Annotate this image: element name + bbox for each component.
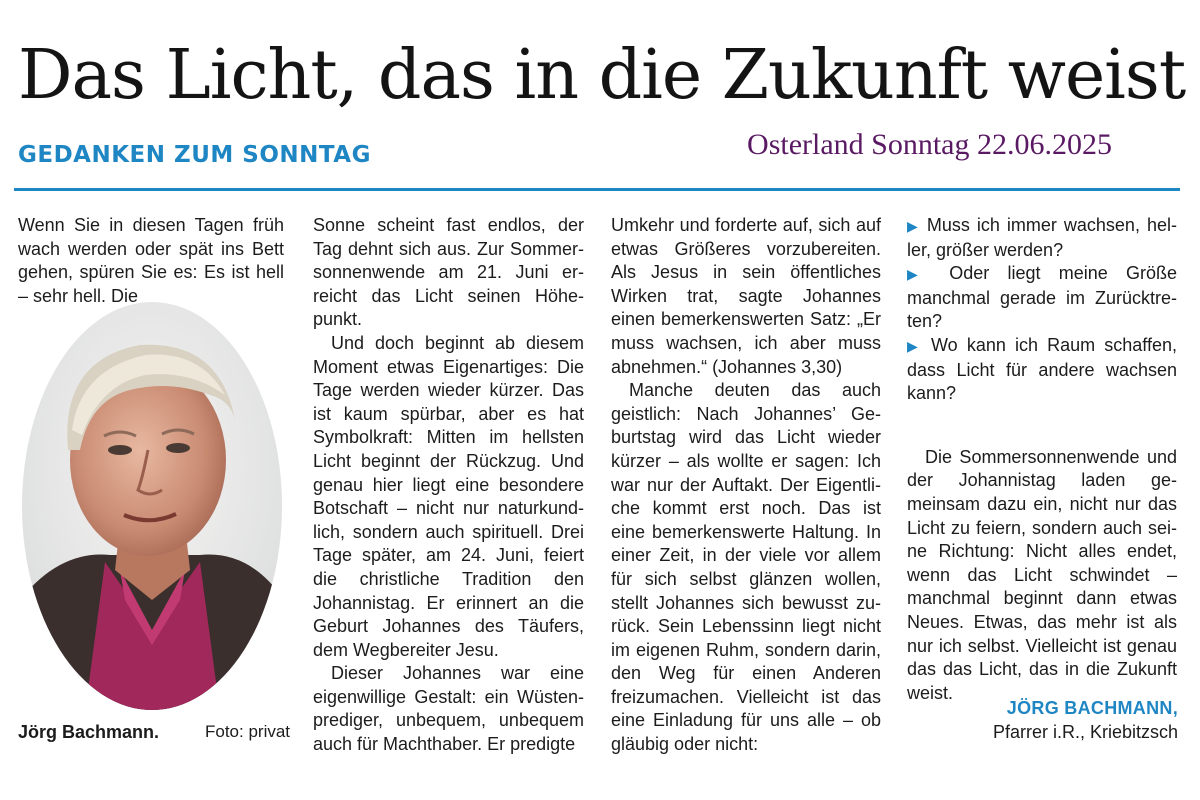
triangle-right-icon: ▶ <box>907 337 922 354</box>
question-text: Wo kann ich Raum schaffen, dass Licht für andere wachsen kann? <box>907 334 1177 404</box>
question-item <box>907 262 1177 334</box>
author-name: JÖRG BACHMANN, <box>1006 698 1178 718</box>
photo-caption-name: Jörg Bachmann. <box>18 722 160 742</box>
question-text: Muss ich immer wachsen, heller, größer werden? <box>907 215 1177 260</box>
column-4 <box>907 214 1177 705</box>
paragraph: Wenn Sie in diesen Tagen früh wach werden oder spät ins Bett gehen, spüren Sie es: Es ist hell – sehr hell. Die <box>18 215 284 306</box>
triangle-right-icon: ▶ <box>907 266 931 283</box>
section-kicker: GEDANKEN ZUM SONNTAG <box>18 142 371 168</box>
paragraph: Umkehr und forderte auf, sich auf etwas Größeres vorzubereiten. Als Jesus in sein öffentliches Wirken trat, sagte Johannes einen bemerkenswerten Satz: „Er muss wachsen, ich aber muss abnehmen.“ (Johannes 3,30) <box>611 215 881 377</box>
headline: Das Licht, das in die Zukunft weist <box>18 36 1186 115</box>
question-text: Oder liegt meine Größe manchmal gerade im Zurücktreten? <box>907 263 1177 332</box>
paragraph: Die Sommersonnenwende und der Johannistag laden gemeinsam dazu ein, nicht nur das Licht zu feiern, sondern auch seine Richtung: Nicht alles endet, wenn das Licht schwindet – manchmal beginnt dann etwas Neues. Etwas, das mehr ist als nur ich selbst. Vielleicht ist genau das das Licht, das in die Zukunft weist. <box>907 446 1177 703</box>
author-signature <box>993 696 1178 744</box>
spacer <box>907 406 1177 446</box>
author-role: Pfarrer i.R., Kriebitzsch <box>992 722 1178 742</box>
dateline: Osterland Sonntag 22.06.2025 <box>747 128 1112 161</box>
question-item <box>907 334 1177 406</box>
column-1 <box>18 214 284 308</box>
section-rule <box>14 188 1180 191</box>
triangle-right-icon: ▶ <box>907 218 920 234</box>
paragraph: Und doch beginnt ab diesem Moment etwas Eigenartiges: Die Tage werden wieder kürzer. Das ist kaum spürbar, aber es hat Symbolkraft: Mitten im hellsten Licht beginnt der Rückzug. Und genau hier liegt eine besondere Botschaft – nicht nur naturkundlich, sondern auch spirituell. Drei Tage später, am 24. Juni, feiert die christliche Tradition den Johannistag. Er erinnert an die Geburt Johannes des Täufers, dem Wegbereiter Jesu. <box>313 332 584 660</box>
paragraph: Dieser Johannes war eine eigenwillige Gestalt: ein Wüstenprediger, unbequem, unbequem auch für Machthaber. Er predigte <box>313 663 584 755</box>
column-2 <box>313 214 584 757</box>
column-3 <box>611 214 881 757</box>
paragraph: Sonne scheint fast endlos, der Tag dehnt sich aus. Zur Sommersonnenwende am 21. Juni erreicht das Licht seinen Höhepunkt. <box>313 215 584 330</box>
paragraph: Manche deuten das auch geistlich: Nach Johannes’ Geburtstag wird das Licht wieder kürzer – als wollte er sagen: Ich war nur der Auftakt. Der Eigentliche kommt erst noch. Das ist eine bemerkenswerte Haltung. In einer Zeit, in der viele vor allem für sich selbst glänzen wollen, stellt Johannes sich bewusst zurück. Sein Lebenssinn liegt nicht im eigenen Ruhm, sondern darin, den Weg für einen Anderen freizumachen. Vielleicht ist das eine Einladung für uns alle – ob gläubig oder nicht: <box>611 380 881 755</box>
photo-credit: Foto: privat <box>205 722 291 741</box>
author-portrait-photo <box>20 300 284 712</box>
question-item <box>907 214 1177 262</box>
